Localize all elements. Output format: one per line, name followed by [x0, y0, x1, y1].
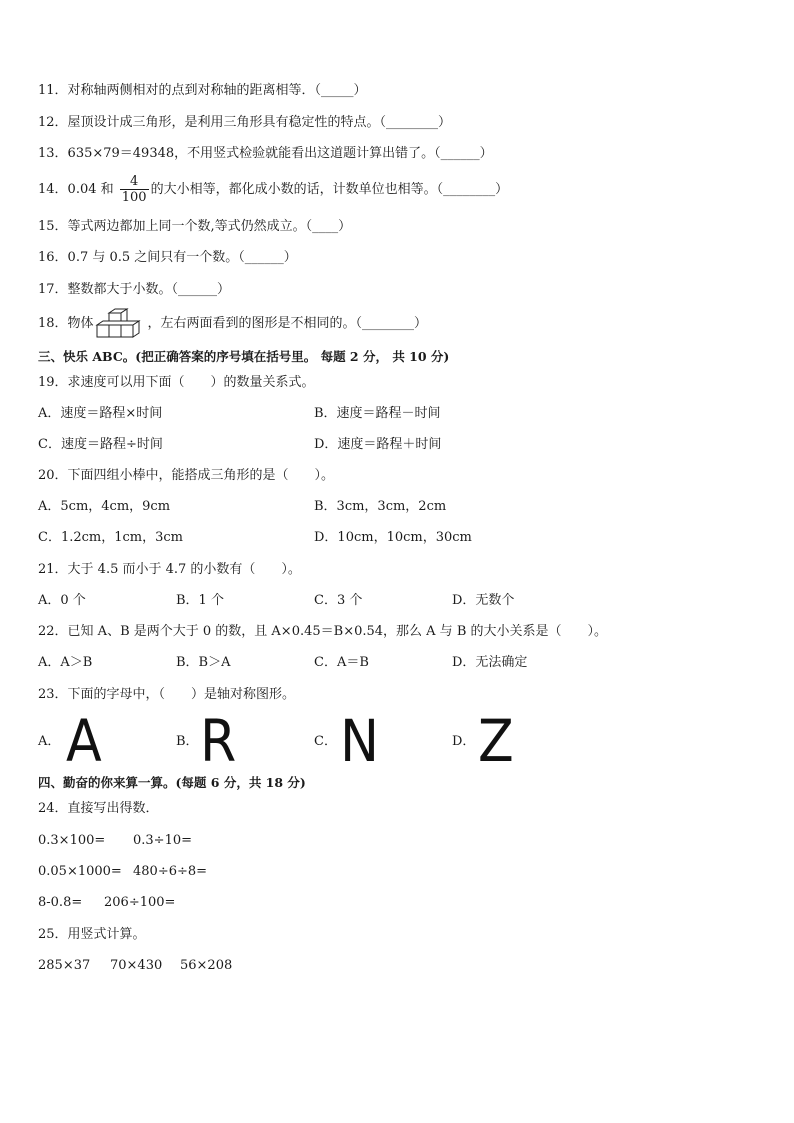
q23-option-a: A．	[38, 734, 61, 749]
q19-option-b: B．速度＝路程－时间	[314, 406, 441, 421]
question-12: 12．屋顶设计成三角形，是利用三角形具有稳定性的特点。（________）	[38, 115, 452, 130]
vertical-calc-70x430: 70×430	[110, 958, 163, 973]
q20-option-a: A．5cm，4cm，9cm	[38, 499, 171, 514]
question-21-stem: 21．大于 4.5 而小于 4.7 的小数有（ ）。	[38, 562, 301, 577]
calc-0-3div10: 0.3÷10=	[133, 833, 193, 848]
q22-option-b: B．B＞A	[176, 655, 231, 670]
vertical-calc-285x37: 285×37	[38, 958, 91, 973]
calc-0-05x1000: 0.05×1000=	[38, 864, 122, 879]
fraction-4-over-100	[120, 174, 149, 205]
q22-option-a: A．A＞B	[38, 655, 93, 670]
q20-option-c: C．1.2cm，1cm，3cm	[38, 530, 183, 545]
question-25-stem: 25．用竖式计算。	[38, 927, 146, 942]
q19-option-c: C．速度＝路程÷时间	[38, 437, 163, 452]
q20-option-d: D．10cm，10cm，30cm	[314, 530, 472, 545]
q20-option-b: B．3cm，3cm，2cm	[314, 499, 447, 514]
q21-option-b: B．1 个	[176, 593, 224, 608]
question-18-suffix: ，左右两面看到的图形是不相同的。（________）	[147, 316, 428, 331]
q23-option-c: C．	[314, 734, 337, 749]
question-19-stem: 19．求速度可以用下面（ ）的数量关系式。	[38, 375, 315, 390]
cube-stack-icon	[95, 307, 147, 341]
section-4-title: 四、勤奋的你来算一算。(每题 6 分，共 18 分)	[38, 775, 306, 790]
question-16: 16．0.7 与 0.5 之间只有一个数。（______）	[38, 250, 297, 265]
question-22-stem: 22．已知 A、B 是两个大于 0 的数，且 A×0.45＝B×0.54，那么 A 与 B 的大小关系是（ ）。	[38, 624, 608, 639]
letter-r-figure: R	[200, 707, 237, 775]
q21-option-d: D．无数个	[452, 593, 515, 608]
question-17: 17．整数都大于小数。（______）	[38, 282, 231, 297]
q19-option-a: A．速度＝路程×时间	[38, 406, 163, 421]
letter-a-figure: A	[66, 707, 102, 775]
question-11: 11．对称轴两侧相对的点到对称轴的距离相等．（_____）	[38, 83, 367, 98]
fraction-denominator: 100	[121, 190, 147, 205]
question-14-prefix: 14．0.04 和	[38, 182, 114, 197]
question-14	[38, 170, 508, 210]
question-18	[38, 306, 427, 342]
question-24-stem: 24．直接写出得数．	[38, 801, 159, 816]
question-23-stem: 23．下面的字母中，（ ）是轴对称图形。	[38, 687, 296, 702]
calc-0-3x100: 0.3×100=	[38, 833, 106, 848]
question-18-prefix: 18．物体	[38, 316, 94, 331]
q22-option-c: C．A＝B	[314, 655, 369, 670]
calc-8minus0-8: 8-0.8=	[38, 895, 83, 910]
calc-206div100: 206÷100=	[104, 895, 176, 910]
q23-option-b: B．	[176, 734, 199, 749]
q23-option-d: D．	[452, 734, 476, 749]
calc-480div6div8: 480÷6÷8=	[133, 864, 208, 879]
question-13: 13．635×79＝49348，不用竖式检验就能看出这道题计算出错了。（______）	[38, 146, 493, 161]
q19-option-d: D．速度＝路程＋时间	[314, 437, 442, 452]
question-14-suffix: 的大小相等，都化成小数的话，计数单位也相等。（________）	[150, 182, 509, 197]
vertical-calc-56x208: 56×208	[180, 958, 233, 973]
fraction-numerator: 4	[130, 174, 139, 189]
letter-z-figure: Z	[478, 707, 514, 775]
section-3-title: 三、快乐 ABC。(把正确答案的序号填在括号里。 每题 2 分， 共 10 分)	[38, 349, 450, 364]
letter-n-figure: N	[340, 707, 380, 775]
question-15: 15．等式两边都加上同一个数,等式仍然成立。（____）	[38, 219, 352, 234]
q21-option-c: C．3 个	[314, 593, 363, 608]
q22-option-d: D．无法确定	[452, 655, 528, 670]
q21-option-a: A．0 个	[38, 593, 86, 608]
question-20-stem: 20．下面四组小棒中，能搭成三角形的是（ ）。	[38, 468, 335, 483]
